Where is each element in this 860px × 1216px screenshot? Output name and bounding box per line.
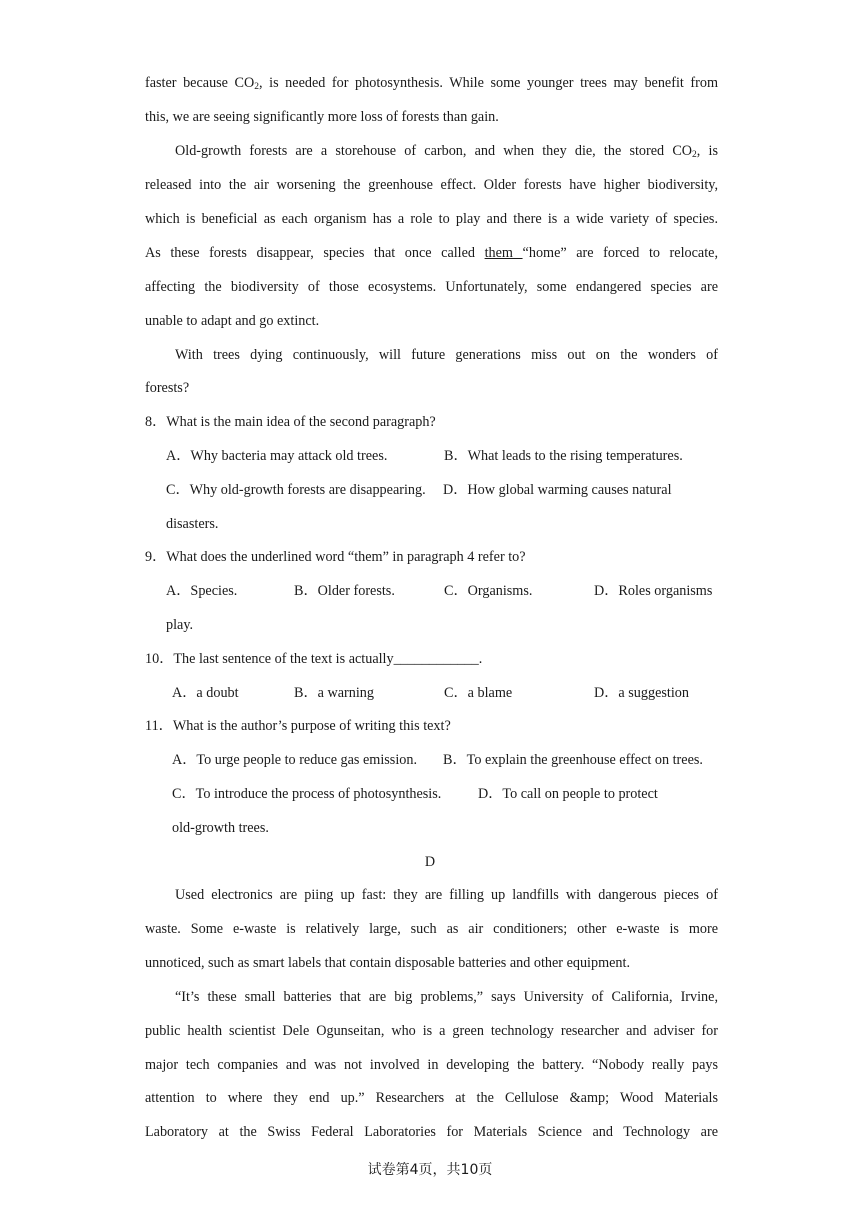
passage-line: Laboratory at the Swiss Federal Laboratories for Materials Science and Technology are [145, 1124, 718, 1140]
passage-line: major tech companies and was not involved in developing the battery. “Nobody really pays [145, 1057, 718, 1073]
question-11-option-a: A．To urge people to reduce gas emission. [172, 752, 417, 768]
passage-line: faster because $CO_2$, is needed for photosynthesis. While some younger trees may benefit from [145, 75, 718, 92]
passage-line: attention to where they end up.” Researchers at the Cellulose &amp; Wood Materials [145, 1090, 718, 1106]
passage-line: forests? [145, 380, 190, 396]
question-8-option-b: B．What leads to the rising temperatures. [444, 448, 683, 464]
passage-line: which is beneficial as each organism has a role to play and there is a wide variety of species. [145, 211, 718, 227]
question-8-stem: 8．What is the main idea of the second paragraph? [145, 414, 436, 430]
passage-line: unnoticed, such as smart labels that contain disposable batteries and other equipment. [145, 955, 631, 971]
underlined-word-them: them [484, 245, 523, 261]
passage-line: Used electronics are piing up fast: they are filling up landfills with dangerous pieces of [175, 887, 718, 903]
question-10-option-a: A．a doubt [172, 685, 239, 701]
question-11-option-c: C．To introduce the process of photosynthesis. [172, 786, 442, 802]
question-11-option-b: B．To explain the greenhouse effect on trees. [443, 752, 703, 768]
passage-line: As these forests disappear, species that once called them “home” are forced to relocate, [145, 245, 718, 261]
passage-d-heading: D [424, 854, 436, 870]
passage-line: this, we are seeing significantly more loss of forests than gain. [145, 109, 499, 125]
question-9-option-d-cont: play. [166, 617, 194, 633]
question-11-stem: 11．What is the author’s purpose of writing this text? [145, 718, 451, 734]
question-9-option-a: A．Species. [166, 583, 238, 599]
passage-line: “It’s these small batteries that are big problems,” says University of California, Irvine, [175, 989, 718, 1005]
question-10-option-d: D．a suggestion [594, 685, 689, 701]
question-8-option-d: D．How global warming causes natural [443, 482, 672, 498]
question-10-option-c: C．a blame [444, 685, 513, 701]
question-8-option-d-cont: disasters. [166, 516, 219, 532]
passage-line: With trees dying continuously, will future generations miss out on the wonders of [175, 347, 718, 363]
question-10-stem: 10．The last sentence of the text is actually____________. [145, 651, 483, 667]
passage-line: released into the air worsening the greenhouse effect. Older forests have higher biodiversity, [145, 177, 718, 193]
question-9-option-d: D．Roles organisms [594, 583, 713, 599]
passage-line: Old-growth forests are a storehouse of carbon, and when they die, the stored $CO_2$, is [175, 143, 718, 160]
page-footer: 试卷第4页，共10页 [367, 1162, 493, 1178]
question-10-option-b: B．a warning [294, 685, 374, 701]
question-9-option-b: B．Older forests. [294, 583, 395, 599]
question-11-option-d-cont: old-growth trees. [172, 820, 269, 836]
passage-line: affecting the biodiversity of those ecosystems. Unfortunately, some endangered species are [145, 279, 718, 295]
passage-line: waste. Some e-waste is relatively large, such as air conditioners; other e-waste is more [145, 921, 718, 937]
question-8-option-a: A．Why bacteria may attack old trees. [166, 448, 388, 464]
question-9-stem: 9．What does the underlined word “them” in paragraph 4 refer to? [145, 549, 526, 565]
question-9-option-c: C．Organisms. [444, 583, 533, 599]
passage-line: public health scientist Dele Ogunseitan, who is a green technology researcher and adviser for [145, 1023, 718, 1039]
question-11-option-d: D．To call on people to protect [478, 786, 658, 802]
question-8-option-c: C．Why old-growth forests are disappearing. [166, 482, 426, 498]
passage-line: unable to adapt and go extinct. [145, 313, 320, 329]
